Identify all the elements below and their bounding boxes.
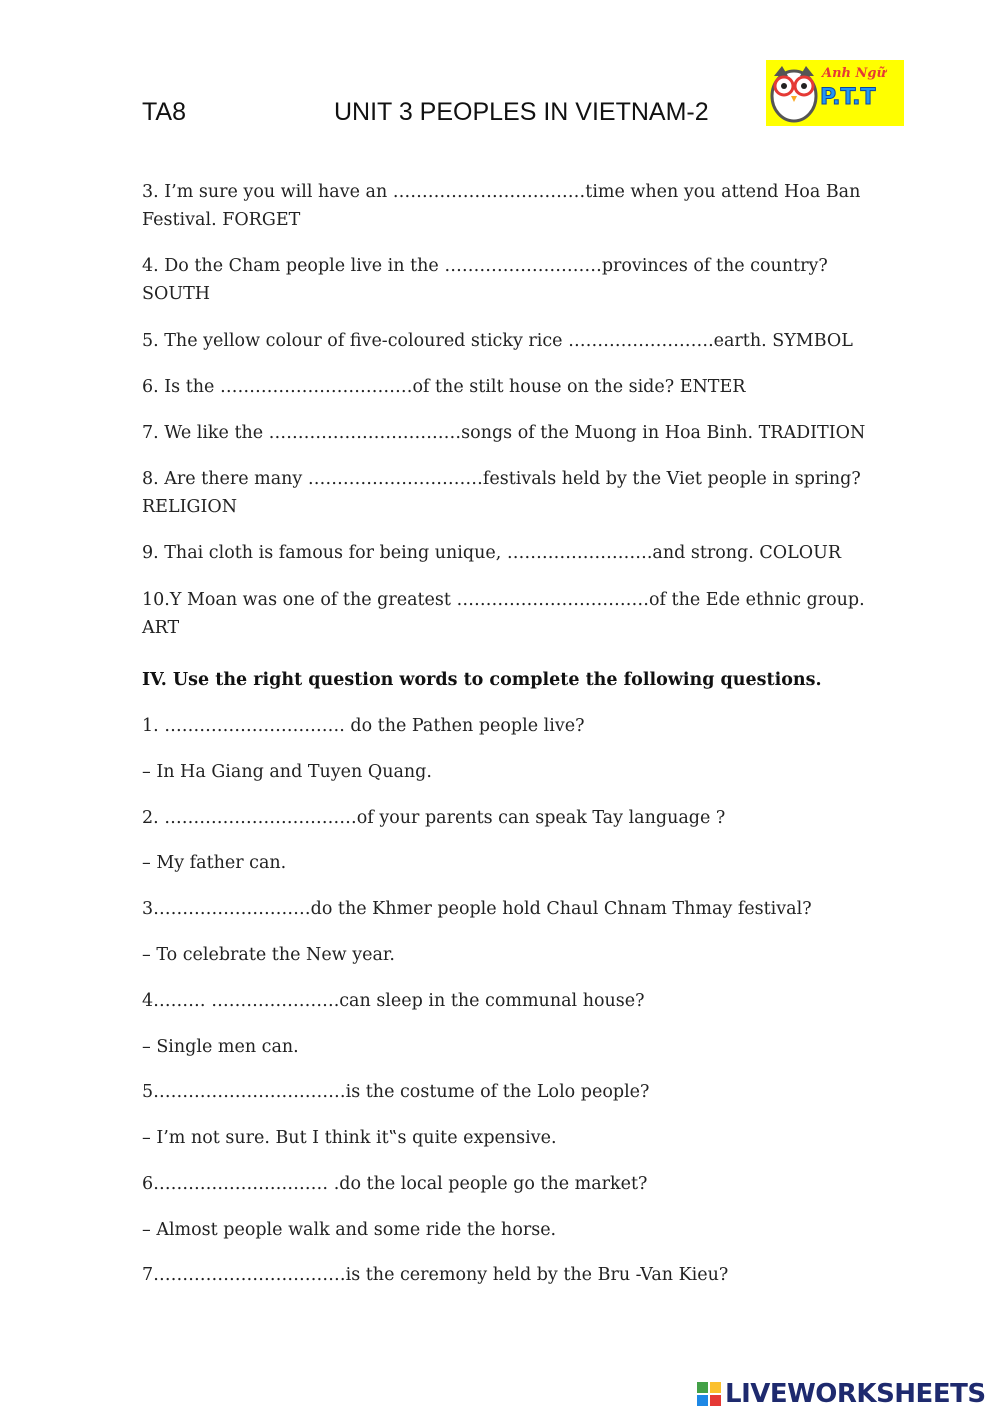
- answer-line: – To celebrate the New year.: [142, 945, 395, 965]
- exercise-line: 4. Do the Cham people live in the ………………………provinces of the country?: [142, 256, 828, 276]
- worksheet-code: TA8: [142, 98, 186, 126]
- answer-line: – Almost people walk and some ride the horse.: [142, 1220, 557, 1240]
- logo-tagline: Anh Ngữ: [822, 66, 886, 81]
- question-line: 2. ……………………………of your parents can speak Tay language ?: [142, 808, 726, 828]
- exercise-line: ART: [142, 618, 180, 638]
- exercise-line: 7. We like the ……………………………songs of the Muong in Hoa Binh. TRADITION: [142, 423, 866, 443]
- logo-brand: P.T.T: [820, 85, 876, 110]
- question-line: 1. …………………………. do the Pathen people live?: [142, 716, 585, 736]
- liveworksheets-icon: [697, 1382, 721, 1406]
- exercise-line: 6. Is the ……………………………of the stilt house on the side? ENTER: [142, 377, 746, 397]
- question-line: 4……… ………………….can sleep in the communal house?: [142, 991, 645, 1011]
- worksheet-title: UNIT 3 PEOPLES IN VIETNAM-2: [334, 98, 709, 126]
- exercise-line: RELIGION: [142, 497, 238, 517]
- footer-brand-text: LIVEWORKSHEETS: [725, 1379, 986, 1409]
- question-line: 6………………………… .do the local people go the market?: [142, 1174, 648, 1194]
- question-line: 3………………………do the Khmer people hold Chaul Chnam Thmay festival?: [142, 899, 812, 919]
- question-line: 5……………………………is the costume of the Lolo people?: [142, 1082, 650, 1102]
- exercise-line: Festival. FORGET: [142, 210, 301, 230]
- school-logo: [766, 60, 904, 126]
- exercise-line: SOUTH: [142, 284, 211, 304]
- exercise-line: 8. Are there many …………………………festivals held by the Viet people in spring?: [142, 469, 861, 489]
- answer-line: – My father can.: [142, 853, 287, 873]
- owl-icon: [768, 62, 820, 124]
- answer-line: – In Ha Giang and Tuyen Quang.: [142, 762, 432, 782]
- exercise-line: 10.Y Moan was one of the greatest ……………………………of the Ede ethnic group.: [142, 590, 865, 610]
- exercise-line: 3. I’m sure you will have an ……………………………time when you attend Hoa Ban: [142, 182, 861, 202]
- section-heading: IV. Use the right question words to complete the following questions.: [142, 670, 822, 690]
- exercise-line: 9. Thai cloth is famous for being unique, …………………….and strong. COLOUR: [142, 543, 841, 563]
- answer-line: – I’m not sure. But I think it‟s quite expensive.: [142, 1128, 557, 1148]
- answer-line: – Single men can.: [142, 1037, 299, 1057]
- exercise-line: 5. The yellow colour of five-coloured sticky rice …………………….earth. SYMBOL: [142, 331, 853, 351]
- question-line: 7……………………………is the ceremony held by the Bru -Van Kieu?: [142, 1265, 729, 1285]
